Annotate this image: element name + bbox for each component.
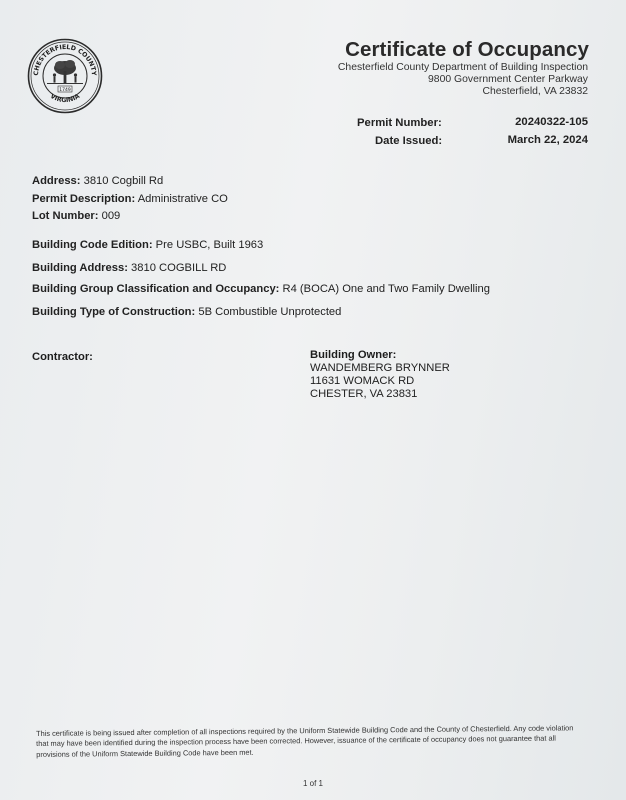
owner-name: WANDEMBERG BRYNNER [310, 362, 450, 374]
date-issued-value: March 22, 2024 [507, 134, 588, 146]
code-edition-field [32, 239, 263, 251]
permit-description-field [32, 193, 228, 205]
lot-number-value: 009 [101, 210, 121, 222]
permit-description-value: Administrative CO [137, 193, 228, 205]
department-street: 9800 Government Center Parkway [428, 74, 588, 85]
group-classification-field [32, 283, 490, 295]
seal-bottom-text: VIRGINIA [48, 92, 82, 105]
group-classification-label: Building Group Classification and Occupancy: [32, 283, 280, 295]
page-number: 1 of 1 [302, 779, 323, 788]
department-name: Chesterfield County Department of Building Inspection [337, 62, 588, 73]
address-field [32, 175, 163, 187]
permit-number-label: Permit Number: [357, 117, 442, 129]
code-edition-value: Pre USBC, Built 1963 [155, 239, 264, 251]
document-title: Certificate of Occupancy [345, 38, 589, 61]
date-issued-label: Date Issued: [375, 135, 443, 147]
permit-description-label: Permit Description: [32, 193, 136, 205]
svg-text:VIRGINIA [49, 93, 81, 104]
owner-label: Building Owner: [310, 349, 397, 361]
building-address-label: Building Address: [32, 262, 128, 274]
owner-street: 11631 WOMACK RD [310, 375, 415, 387]
contractor-label: Contractor: [32, 351, 93, 363]
department-city: Chesterfield, VA 23832 [482, 86, 588, 97]
seal-year: 1749 [59, 87, 71, 93]
building-address-value: 3810 COGBILL RD [131, 262, 227, 274]
permit-number-value: 20240322-105 [515, 116, 588, 128]
construction-type-field [32, 306, 341, 318]
owner-city: CHESTER, VA 23831 [310, 388, 418, 400]
construction-type-value: 5B Combustible Unprotected [198, 306, 342, 318]
address-value: 3810 Cogbill Rd [83, 175, 164, 187]
disclaimer-text: This certificate is being issued after completion of all inspections required by the Uniform Statewide Building Code and the County of Chesterfield. Any code violation that may have been identified during the inspection process have been corrected. However, issuance of the certificate of occupancy does not guarantee that all provisions of the Uniform Statewide Building Code have been met. [36, 723, 574, 759]
lot-number-label: Lot Number: [32, 210, 99, 222]
lot-number-field [32, 210, 120, 222]
code-edition-label: Building Code Edition: [32, 239, 153, 251]
address-label: Address: [32, 175, 81, 187]
construction-type-label: Building Type of Construction: [32, 306, 196, 318]
county-seal-icon [27, 38, 103, 114]
group-classification-value: R4 (BOCA) One and Two Family Dwelling [282, 283, 490, 295]
building-address-field [32, 262, 226, 274]
seal-top-text: CHESTERFIELD COUNTY [32, 43, 98, 76]
